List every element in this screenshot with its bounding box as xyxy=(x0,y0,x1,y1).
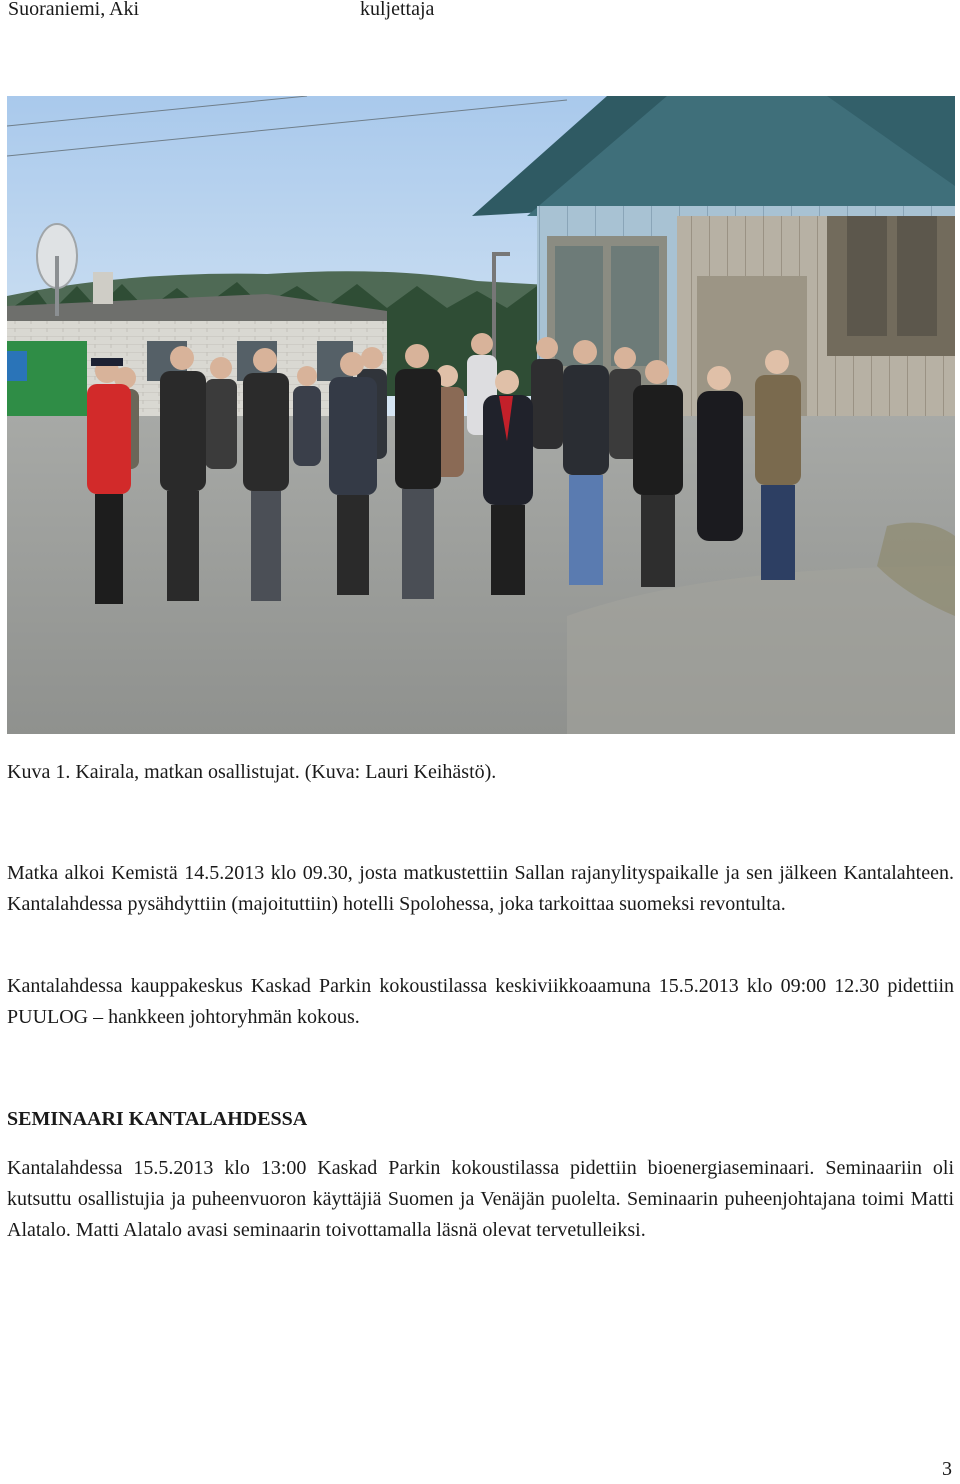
section-heading: SEMINAARI KANTALAHDESSA xyxy=(7,1108,308,1130)
paragraph-meeting: Kantalahdessa kauppakeskus Kaskad Parkin kokoustilassa keskiviikkoaamuna 15.5.2013 klo 09:00 12.30 pidettiin PUULOG – hankkeen johtoryhmän kokous. xyxy=(7,975,954,1028)
page-header xyxy=(8,0,435,21)
group-photo-illustration xyxy=(7,96,955,734)
figure-caption: Kuva 1. Kairala, matkan osallistujat. (Kuva: Lauri Keihästö). xyxy=(7,761,497,783)
group-photo xyxy=(7,96,955,734)
paragraph-journey: Matka alkoi Kemistä 14.5.2013 klo 09.30, josta matkustettiin Sallan rajanylityspaikalle ja sen jälkeen Kantalahteen. Kantalahdessa pysähdyttiin (majoituttiin) hotelli Spolohessa, joka tarkoittaa suomeksi revontulta. xyxy=(7,862,954,915)
paragraph-seminar: Kantalahdessa 15.5.2013 klo 13:00 Kaskad Parkin kokoustilassa pidettiin bioenergiaseminaari. Seminaariin oli kutsuttu osallistujia ja puheenvuoron käyttäjiä Suomen ja Venäjän puolelta. Seminaarin puheenjohtajana toimi Matti Alatalo. Matti Alatalo avasi seminaarin toivottamalla läsnä olevat tervetulleiksi. xyxy=(7,1157,954,1241)
page-number: 3 xyxy=(942,1458,952,1480)
author-role: kuljettaja xyxy=(360,0,435,20)
author-name: Suoraniemi, Aki xyxy=(8,0,140,20)
